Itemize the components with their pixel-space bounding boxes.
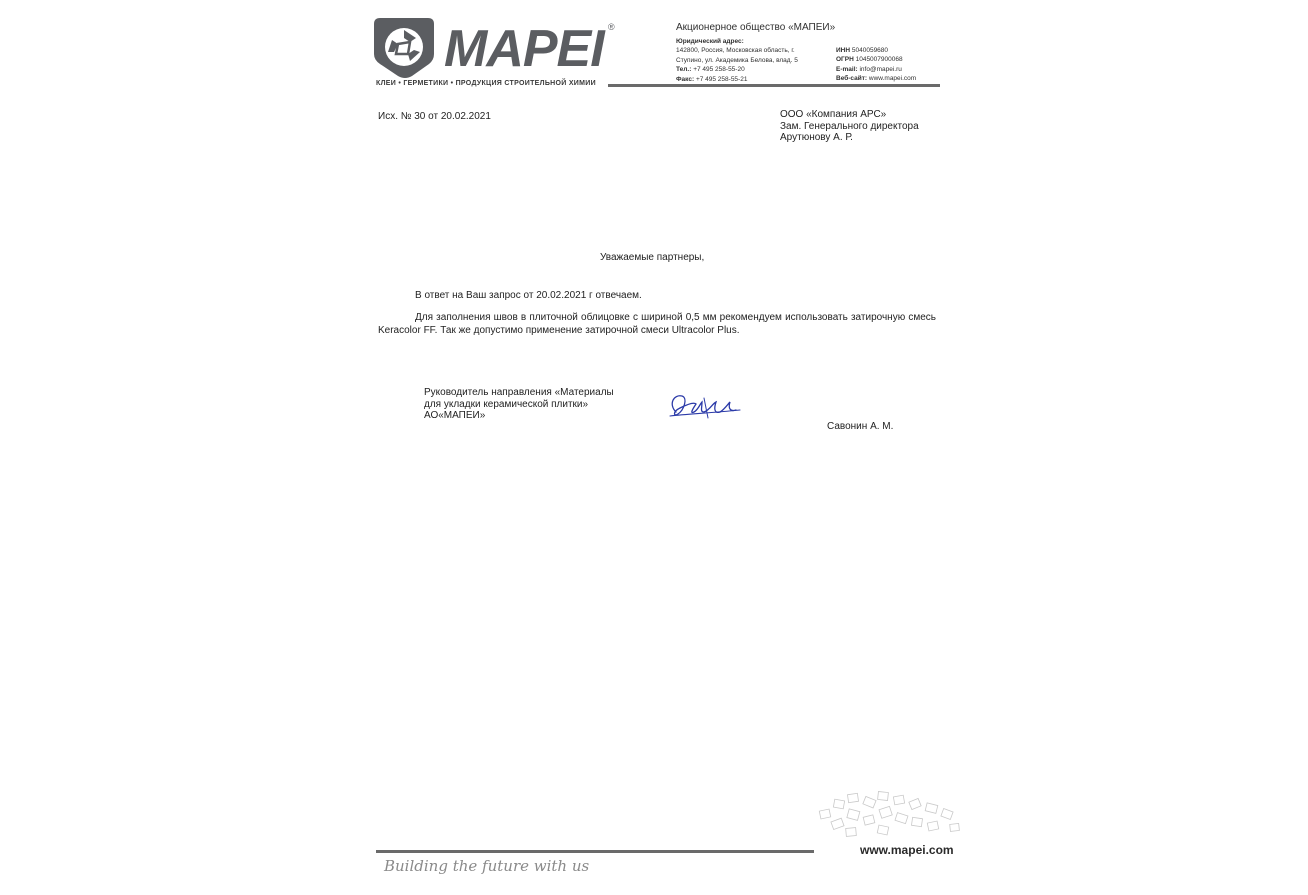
tile-pattern-graphic: [814, 790, 966, 844]
fax-label: Факс:: [676, 75, 695, 83]
outgoing-reference: Исх. № 30 от 20.02.2021: [378, 111, 491, 122]
ogrn-value: 1045007900068: [855, 56, 903, 64]
email-label: E-mail:: [836, 65, 858, 73]
signatory-position-line3: АО«МАПЕИ»: [424, 410, 486, 421]
addressee-company: ООО «Компания АРС»: [780, 109, 887, 120]
signatory-name: Савонин А. М.: [827, 421, 894, 432]
registered-mark: ®: [608, 22, 615, 32]
header-divider: [608, 84, 940, 87]
legal-address-line1: 142800, Россия, Московская область, г.: [676, 47, 795, 55]
addressee-name: Арутюнову А. Р.: [780, 132, 853, 143]
handwritten-signature: [664, 390, 744, 424]
email-value: info@mapei.ru: [859, 65, 902, 73]
phone-value: +7 495 258-55-20: [693, 66, 745, 74]
signatory-position: [424, 387, 614, 422]
fax-value: +7 495 258-55-21: [695, 75, 748, 83]
website-label: Веб-сайт:: [836, 75, 868, 83]
logo-tagline: КЛЕИ • ГЕРМЕТИКИ • ПРОДУКЦИЯ СТРОИТЕЛЬНОЙ ХИМИИ: [376, 80, 596, 87]
addressee-block: [780, 109, 919, 144]
greeting: Уважаемые партнеры,: [600, 252, 705, 263]
company-requisites-block: [836, 46, 916, 84]
mapei-logo: [372, 14, 622, 78]
footer-divider: [376, 850, 814, 853]
website-value: www.mapei.com: [868, 75, 917, 83]
company-name: Акционерное общество «МАПЕИ»: [676, 22, 836, 33]
legal-address-line2: Ступино, ул. Академика Белова, влад. 5: [676, 56, 798, 64]
body-paragraph-1: В ответ на Ваш запрос от 20.02.2021 г отвечаем.: [415, 290, 642, 301]
ogrn-label: ОГРН: [836, 56, 854, 64]
addressee-position: Зам. Генерального директора: [780, 120, 919, 132]
footer-tagline: Building the future with us: [384, 857, 590, 875]
signatory-position-line1: Руководитель направления «Материалы: [424, 387, 614, 398]
inn-label: ИНН: [836, 47, 851, 54]
logo-wordmark: MAPEI: [444, 20, 604, 78]
inn-value: 5040059680: [851, 47, 889, 54]
signatory-position-line2: для укладки керамической плитки»: [424, 398, 589, 410]
footer-website: www.mapei.com: [860, 843, 954, 857]
body-paragraph-2: Для заполнения швов в плиточной облицовке с шириной 0,5 мм рекомендуем использовать затирочную смесь Keracolor FF. Так же допустимо применение затирочной смеси Ultracolor Plus.: [378, 312, 936, 336]
company-address-block: [676, 37, 798, 84]
phone-label: Тел.:: [676, 66, 692, 74]
mapei-emblem-icon: [374, 18, 434, 78]
legal-address-label: Юридический адрес:: [676, 38, 744, 45]
